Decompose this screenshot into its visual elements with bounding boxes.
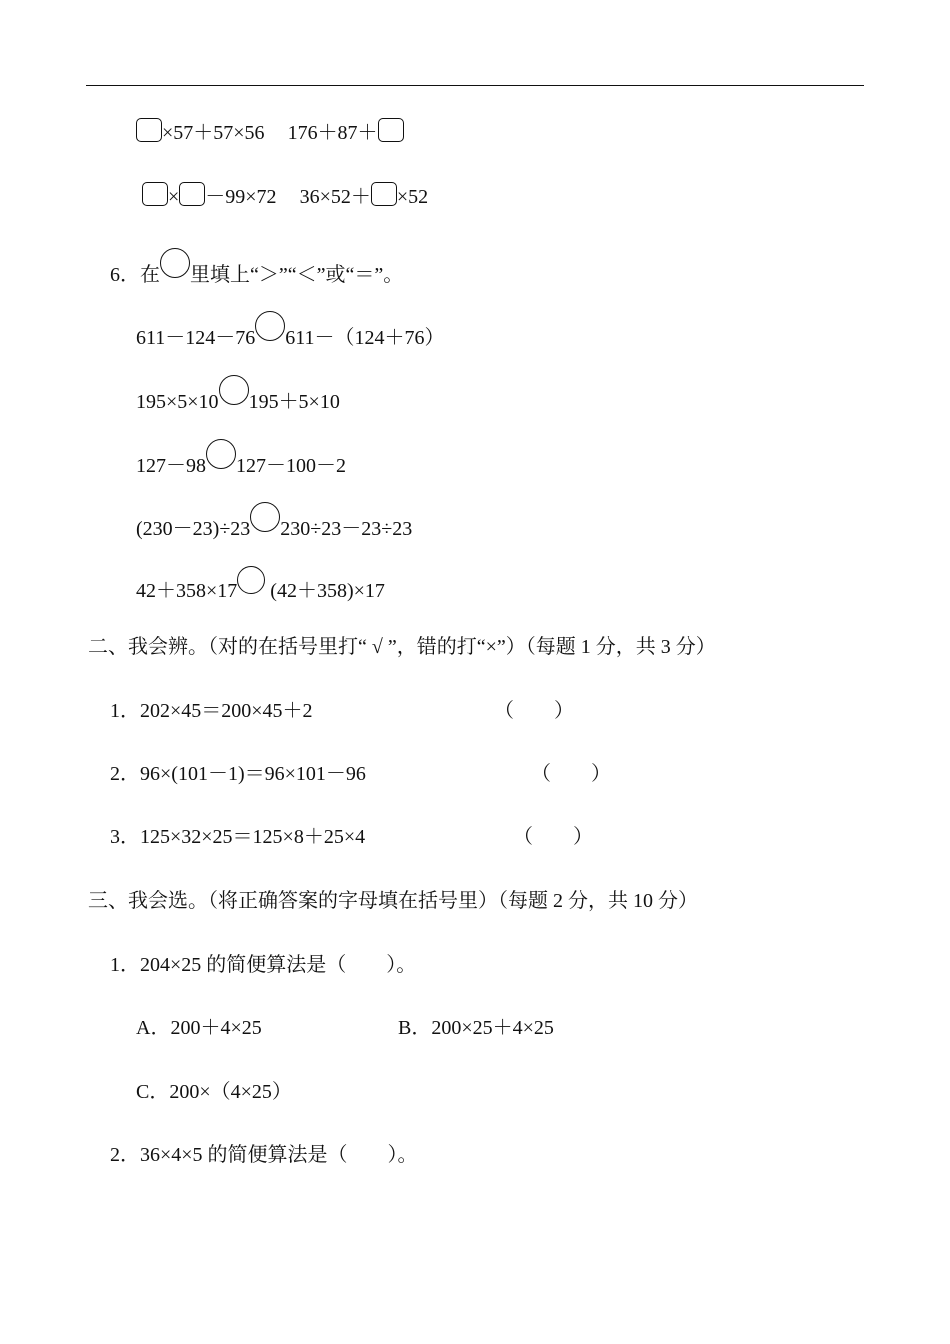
judge-item-2: 2．96×(101－1)＝96×101－96 [110, 763, 366, 785]
left-expression: (230－23)÷23 [136, 518, 251, 540]
right-expression: 195＋5×10 [248, 391, 340, 413]
q5-row-2 [142, 182, 428, 212]
answer-box[interactable] [179, 182, 205, 206]
right-expression: 230÷23－23÷23 [280, 518, 413, 540]
judge-item-3: 3．125×32×25＝125×8＋25×4 [110, 826, 366, 848]
q6-item-3 [136, 439, 346, 481]
q6-item-5 [136, 566, 385, 606]
expression: ×52 [396, 186, 429, 208]
expression: 176＋87＋ [287, 122, 378, 144]
answer-paren[interactable]: （ ） [513, 826, 593, 848]
question-label: 6．在 [110, 264, 160, 286]
q5-row-1 [136, 118, 404, 148]
section-2-heading: 二、我会辨。（对的在括号里打“ √ ”，错的打“×”）（每题 1 分，共 3 分） [88, 636, 716, 658]
expression: 36×52＋ [299, 186, 371, 208]
answer-circle[interactable] [250, 502, 280, 532]
question-prompt: 里填上“＞”“＜”或“＝”。 [190, 264, 404, 286]
right-expression: 127－100－2 [236, 455, 346, 477]
answer-paren[interactable]: （ ） [494, 700, 574, 722]
answer-box[interactable] [378, 118, 404, 142]
choice-question-1: 1．204×25 的简便算法是（ ）。 [110, 954, 417, 976]
left-expression: 195×5×10 [136, 391, 219, 413]
answer-box[interactable] [142, 182, 168, 206]
choice-question-2: 2．36×4×5 的简便算法是（ ）。 [110, 1144, 418, 1166]
right-expression: (42＋358)×17 [265, 580, 385, 602]
expression: ×57＋57×56 [162, 122, 265, 144]
q6-item-1 [136, 311, 445, 353]
expression: －99×72 [205, 186, 277, 208]
q6-item-2 [136, 375, 340, 417]
answer-box[interactable] [371, 182, 397, 206]
option-a[interactable]: A．200＋4×25 [136, 1017, 262, 1039]
answer-box[interactable] [136, 118, 162, 142]
q6-item-4 [136, 502, 412, 544]
judge-item-1: 1．202×45＝200×45＋2 [110, 700, 313, 722]
option-b[interactable]: B．200×25＋4×25 [398, 1017, 554, 1039]
times-sign: × [168, 186, 180, 208]
answer-circle[interactable] [206, 439, 236, 469]
answer-circle[interactable] [255, 311, 285, 341]
header-rule [86, 85, 864, 86]
left-expression: 127－98 [136, 455, 206, 477]
q6-prompt [110, 248, 403, 290]
answer-paren[interactable]: （ ） [531, 763, 611, 785]
section-3-heading: 三、我会选。（将正确答案的字母填在括号里）（每题 2 分，共 10 分） [88, 890, 698, 912]
option-c[interactable]: C．200×（4×25） [136, 1081, 292, 1103]
answer-circle[interactable] [237, 566, 265, 594]
left-expression: 42＋358×17 [136, 580, 238, 602]
left-expression: 611－124－76 [136, 327, 256, 349]
right-expression: 611－（124＋76） [285, 327, 445, 349]
compare-circle-icon [160, 248, 190, 278]
answer-circle[interactable] [219, 375, 249, 405]
